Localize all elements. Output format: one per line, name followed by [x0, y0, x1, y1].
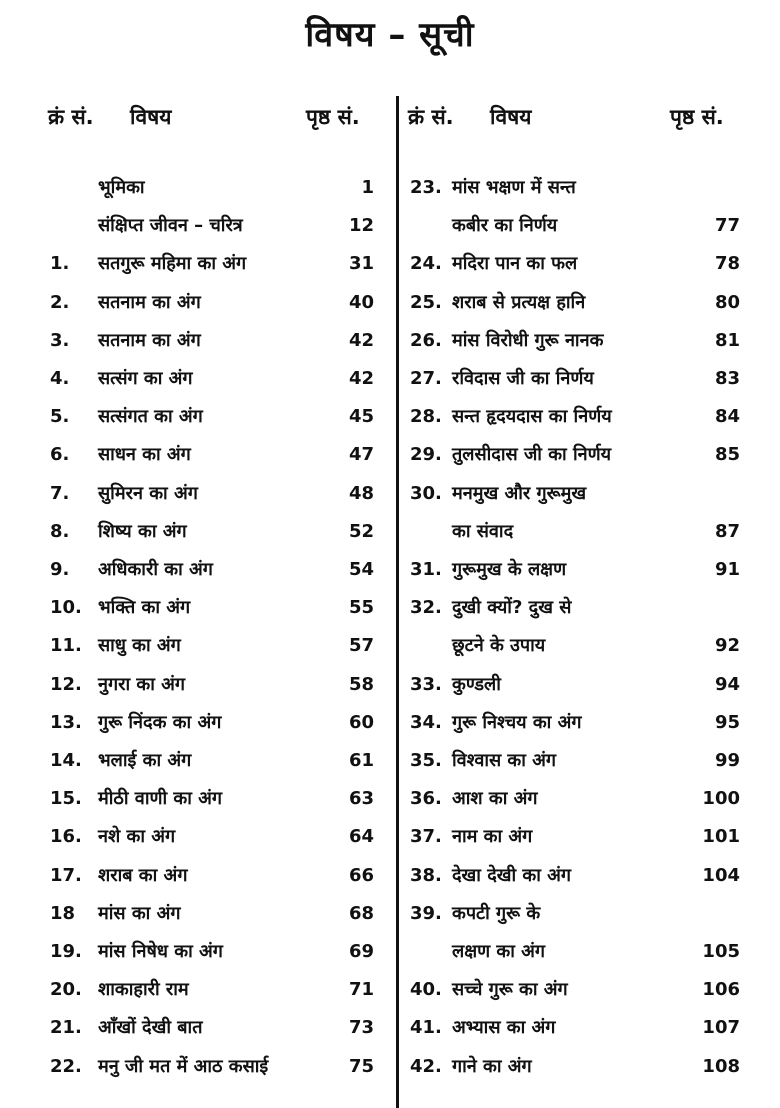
entry-title: शराब से प्रत्यक्ष हानि — [452, 291, 586, 313]
entry-title: रविदास जी का निर्णय — [452, 368, 594, 389]
entry-page-number: 94 — [714, 673, 740, 695]
entry-title: सच्चे गुरू का अंग — [452, 979, 568, 1001]
entry-title: मदिरा पान का फल — [452, 253, 578, 275]
entry-number: 25. — [410, 291, 442, 313]
entry-title: लक्षण का अंग — [452, 941, 546, 962]
entry-title: भलाई का अंग — [98, 750, 192, 771]
entry-title: कपटी गुरू के — [452, 902, 541, 924]
entry-title: सुमिरन का अंग — [98, 482, 198, 504]
entry-page-number: 52 — [348, 520, 374, 542]
entry-number: 23. — [410, 177, 442, 198]
entry-number: 12. — [50, 673, 82, 695]
entry-title: शराब का अंग — [98, 864, 188, 886]
entry-title: मांस भक्षण में सन्त — [452, 177, 576, 198]
entry-number: 19. — [50, 941, 82, 962]
entry-number: 26. — [410, 329, 442, 351]
entry-page-number: 75 — [348, 1055, 374, 1077]
entry-page-number: 54 — [348, 559, 374, 580]
entry-page-number: 91 — [714, 559, 740, 580]
entry-number: 2. — [50, 291, 70, 313]
entry-title: शाकाहारी राम — [98, 979, 189, 1001]
entry-number: 5. — [50, 406, 70, 428]
entry-number: 27. — [410, 368, 442, 389]
entry-number: 3. — [50, 329, 70, 351]
entry-number: 38. — [410, 864, 442, 886]
entry-page-number: 31 — [348, 253, 374, 275]
entry-page-number: 12 — [348, 215, 374, 237]
entry-number: 31. — [410, 559, 442, 580]
entry-number: 4. — [50, 368, 70, 389]
header-page: पृष्ठ सं. — [670, 105, 724, 129]
entry-page-number: 87 — [714, 520, 740, 542]
entry-number: 10. — [50, 597, 82, 619]
entry-title: साधु का अंग — [98, 635, 181, 657]
entry-number: 39. — [410, 902, 442, 924]
entry-page-number: 69 — [348, 941, 374, 962]
entry-page-number: 1 — [361, 177, 374, 198]
entry-number: 35. — [410, 750, 442, 771]
entry-page-number: 104 — [702, 864, 740, 886]
entry-title: मांस विरोधी गुरू नानक — [452, 329, 604, 351]
entry-title: गुरू निश्चय का अंग — [452, 711, 582, 733]
entry-title: गुरूमुख के लक्षण — [452, 559, 567, 580]
entry-page-number: 80 — [714, 291, 740, 313]
entry-number: 15. — [50, 788, 82, 810]
entry-number: 6. — [50, 444, 70, 466]
entry-number: 34. — [410, 711, 442, 733]
entry-page-number: 105 — [702, 941, 740, 962]
entry-title: सतगुरू महिमा का अंग — [98, 253, 247, 275]
entry-page-number: 73 — [348, 1017, 374, 1039]
header-subject: विषय — [130, 105, 172, 129]
entry-number: 28. — [410, 406, 442, 428]
entry-title: तुलसीदास जी का निर्णय — [452, 444, 612, 466]
entry-page-number: 77 — [714, 215, 740, 237]
entry-page-number: 99 — [714, 750, 740, 771]
header-serial: क्रं सं. — [408, 105, 454, 129]
entry-page-number: 95 — [714, 711, 740, 733]
entry-number: 29. — [410, 444, 442, 466]
entry-number: 36. — [410, 788, 442, 810]
entry-title: गुरू निंदक का अंग — [98, 711, 222, 733]
entry-title: विश्वास का अंग — [452, 750, 557, 771]
entry-page-number: 58 — [348, 673, 374, 695]
entry-title: मनमुख और गुरूमुख — [452, 482, 587, 504]
entry-number: 42. — [410, 1055, 442, 1077]
entry-number: 18 — [50, 902, 76, 924]
entry-page-number: 106 — [702, 979, 740, 1001]
entry-number: 9. — [50, 559, 70, 580]
entry-page-number: 81 — [714, 329, 740, 351]
entry-title: मांस निषेध का अंग — [98, 941, 223, 962]
page-title: विषय – सूची — [305, 15, 475, 55]
entry-number: 37. — [410, 826, 442, 848]
entry-title: छूटने के उपाय — [452, 635, 546, 657]
entry-number: 11. — [50, 635, 82, 657]
entry-title: अधिकारी का अंग — [98, 559, 213, 580]
entry-title: कुण्डली — [452, 673, 501, 695]
entry-title: शिष्य का अंग — [98, 520, 187, 542]
header-page: पृष्ठ सं. — [306, 105, 360, 129]
entry-title: गाने का अंग — [452, 1055, 532, 1077]
entry-number: 41. — [410, 1017, 442, 1039]
entry-title: मांस का अंग — [98, 902, 181, 924]
entry-page-number: 108 — [702, 1055, 740, 1077]
entry-page-number: 84 — [714, 406, 740, 428]
entry-page-number: 71 — [348, 979, 374, 1001]
header-serial: क्रं सं. — [48, 105, 94, 129]
entry-title: सत्संग का अंग — [98, 368, 193, 389]
entry-number: 33. — [410, 673, 442, 695]
entry-number: 7. — [50, 482, 70, 504]
entry-number: 13. — [50, 711, 82, 733]
entry-title: सतनाम का अंग — [98, 291, 201, 313]
entry-page-number: 47 — [348, 444, 374, 466]
entry-title: साधन का अंग — [98, 444, 191, 466]
entry-page-number: 101 — [702, 826, 740, 848]
entry-page-number: 107 — [702, 1017, 740, 1039]
entry-title: नाम का अंग — [452, 826, 533, 848]
header-subject: विषय — [490, 105, 532, 129]
entry-title: भक्ति का अंग — [98, 597, 191, 619]
entry-page-number: 83 — [714, 368, 740, 389]
entry-number: 8. — [50, 520, 70, 542]
entry-page-number: 42 — [348, 368, 374, 389]
entry-title: देखा देखी का अंग — [452, 864, 572, 886]
column-divider — [396, 96, 399, 1108]
entry-title: नशे का अंग — [98, 826, 176, 848]
entry-page-number: 40 — [348, 291, 374, 313]
entry-number: 20. — [50, 979, 82, 1001]
entry-title: भूमिका — [98, 177, 145, 198]
entry-page-number: 45 — [348, 406, 374, 428]
entry-page-number: 57 — [348, 635, 374, 657]
entry-page-number: 66 — [348, 864, 374, 886]
entry-title: आश का अंग — [452, 788, 538, 810]
entry-title: मीठी वाणी का अंग — [98, 788, 223, 810]
entry-title: दुखी क्यों? दुख से — [452, 597, 572, 619]
entry-title: सन्त हृदयदास का निर्णय — [452, 406, 612, 428]
entry-title: अभ्यास का अंग — [452, 1017, 556, 1039]
entry-page-number: 100 — [702, 788, 740, 810]
entry-number: 16. — [50, 826, 82, 848]
entry-number: 22. — [50, 1055, 82, 1077]
entry-number: 14. — [50, 750, 82, 771]
entry-number: 40. — [410, 979, 442, 1001]
entry-number: 1. — [50, 253, 70, 275]
entry-title: संक्षिप्त जीवन – चरित्र — [98, 215, 243, 237]
entry-page-number: 64 — [348, 826, 374, 848]
entry-title: मनु जी मत में आठ कसाई — [98, 1055, 269, 1077]
entry-number: 21. — [50, 1017, 82, 1039]
entry-page-number: 63 — [348, 788, 374, 810]
entry-number: 17. — [50, 864, 82, 886]
entry-title: का संवाद — [452, 520, 514, 542]
entry-page-number: 61 — [348, 750, 374, 771]
entry-page-number: 55 — [348, 597, 374, 619]
entry-page-number: 42 — [348, 329, 374, 351]
entry-page-number: 60 — [348, 711, 374, 733]
entry-number: 32. — [410, 597, 442, 619]
entry-page-number: 78 — [714, 253, 740, 275]
entry-title: आँखों देखी बात — [98, 1017, 203, 1039]
entry-title: नुगरा का अंग — [98, 673, 186, 695]
entry-title: सतनाम का अंग — [98, 329, 201, 351]
entry-page-number: 48 — [348, 482, 374, 504]
entry-page-number: 92 — [714, 635, 740, 657]
entry-number: 24. — [410, 253, 442, 275]
entry-page-number: 85 — [714, 444, 740, 466]
entry-title: कबीर का निर्णय — [452, 215, 558, 237]
entry-title: सत्संगत का अंग — [98, 406, 203, 428]
entry-page-number: 68 — [348, 902, 374, 924]
entry-number: 30. — [410, 482, 442, 504]
